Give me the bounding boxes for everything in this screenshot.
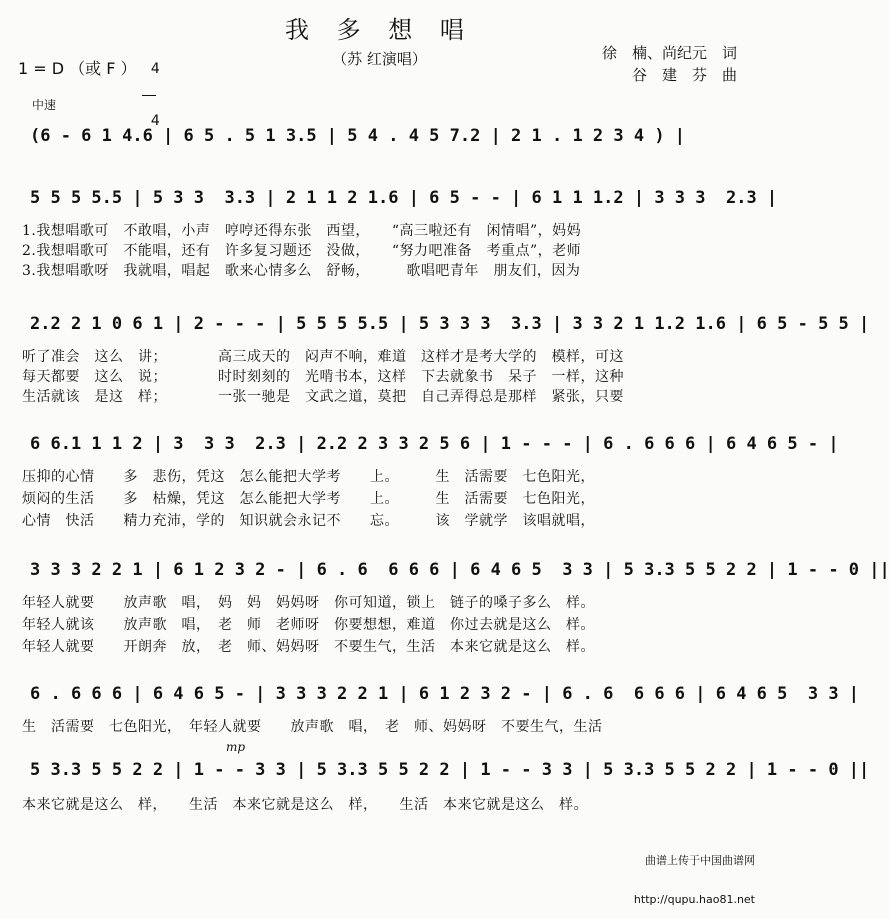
composer-credit: 谷 建 芬 曲	[631, 66, 737, 84]
lyric-line: 压抑的心情 多 悲伤，凭这 怎么能把大学考 上。 生 活需要 七色阳光，	[22, 469, 595, 485]
lyric-line: 每天都要 这么 说； 时时刻刻的 光啃书本，这样 下去就象书 呆子 一样，这种	[22, 369, 624, 385]
lyric-line: 生 活需要 七色阳光， 年轻人就要 放声歌 唱， 老 师、妈妈呀 不要生气，生活	[22, 719, 603, 735]
watermark-line: 曲谱上传于中国曲谱网	[645, 854, 755, 867]
lyric-line: 听了准会 这么 讲； 高三成天的 闷声不响，难道 这样才是考大学的 模样，可这	[22, 349, 624, 365]
key-signature: 1 = D （或 F ）	[18, 59, 137, 78]
notation-line-5: 3 3 3 2 2 1 | 6 1 2 3 2 - | 6 . 6 6 6 6 | 6 4 6 5 3 3 | 5 3.3 5 5 2 2 | 1 - - 0 ||	[30, 560, 890, 580]
lyric-line: 年轻人就要 放声歌 唱， 妈 妈 妈妈呀 你可知道，锁上 链子的嗓子多么 样。	[22, 595, 595, 611]
time-signature-divider	[142, 95, 156, 96]
source-watermark	[634, 828, 755, 919]
lyric-line: 生活就该 是这 样； 一张一驰是 文武之道，莫把 自己弄得总是那样 紧张，只要	[22, 389, 624, 405]
lyric-line: 烦闷的生活 多 枯燥，凭这 怎么能把大学考 上。 生 活需要 七色阳光，	[22, 491, 595, 507]
notation-line-2: 5 5 5 5.5 | 5 3 3 3.3 | 2 1 1 2 1.6 | 6 5 - - | 6 1 1 1.2 | 3 3 3 2.3 |	[30, 188, 778, 208]
time-signature-top: 4	[150, 61, 160, 77]
song-title: 我 多 想 唱	[285, 16, 474, 44]
performer-subtitle: （苏 红演唱）	[332, 50, 427, 68]
lyric-line: 本来它就是这么 样， 生活 本来它就是这么 样， 生活 本来它就是这么 样。	[22, 797, 588, 813]
watermark-url: http://qupu.hao81.net	[633, 893, 755, 906]
notation-line-1: (6 - 6 1 4.6 | 6 5 . 5 1 3.5 | 5 4 . 4 5 7.2 | 2 1 . 1 2 3 4 ) |	[30, 126, 686, 146]
notation-line-3: 2.2 2 1 0 6 1 | 2 - - - | 5 5 5 5.5 | 5 3 3 3 3.3 | 3 3 2 1 1.2 1.6 | 6 5 - 5 5 |	[30, 314, 870, 334]
notation-line-6: 6 . 6 6 6 | 6 4 6 5 - | 3 3 3 2 2 1 | 6 1 2 3 2 - | 6 . 6 6 6 6 | 6 4 6 5 3 3 |	[30, 684, 860, 704]
lyricist-credit: 徐 楠、尚纪元 词	[601, 44, 737, 62]
lyric-line: 1.我想唱歌可 不敢唱，小声 哼哼还得东张 西望， “高三啦还有 闲情唱”，妈妈	[22, 223, 582, 239]
dynamic-marking: mp	[226, 740, 246, 754]
lyric-line: 2.我想唱歌可 不能唱，还有 许多复习题还 没做， “努力吧准备 考重点”，老师	[22, 243, 582, 259]
time-signature	[142, 44, 160, 130]
lyric-line: 心情 快活 精力充沛，学的 知识就会永记不 忘。 该 学就学 该唱就唱，	[22, 513, 595, 529]
lyric-line: 年轻人就要 开朗奔 放， 老 师、妈妈呀 不要生气，生活 本来它就是这么 样。	[22, 639, 595, 655]
tempo-marking: 中速	[32, 98, 57, 112]
notation-line-7: 5 3.3 5 5 2 2 | 1 - - 3 3 | 5 3.3 5 5 2 2 | 1 - - 3 3 | 5 3.3 5 5 2 2 | 1 - - 0 ||	[30, 760, 870, 780]
notation-line-4: 6 6.1 1 1 2 | 3 3 3 2.3 | 2.2 2 3 3 2 5 6 | 1 - - - | 6 . 6 6 6 | 6 4 6 5 - |	[30, 434, 839, 454]
lyric-line: 3.我想唱歌呀 我就唱，唱起 歌来心情多么 舒畅， 歌唱吧青年 朋友们，因为	[22, 263, 581, 279]
time-signature-bottom: 4	[150, 113, 160, 129]
lyric-line: 年轻人就该 放声歌 唱， 老 师 老师呀 你要想想，难道 你过去就是这么 样。	[22, 617, 595, 633]
